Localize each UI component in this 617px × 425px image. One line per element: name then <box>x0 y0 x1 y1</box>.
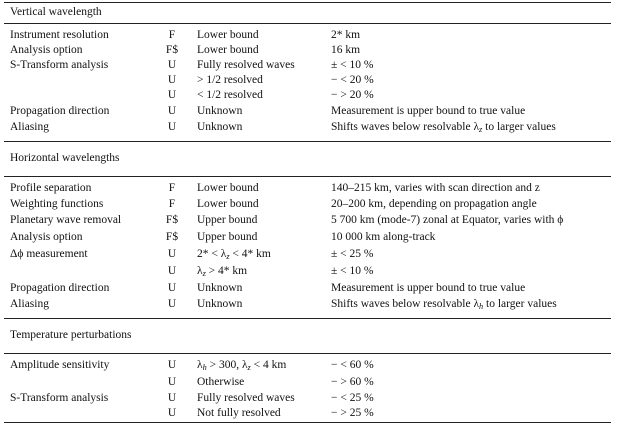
section-rule <box>4 23 611 24</box>
cell-source: Propagation direction <box>10 105 110 117</box>
cell-effect: − > 60 % <box>331 376 374 388</box>
table-row <box>0 393 617 409</box>
cell-type: U <box>167 59 177 71</box>
cell-source: Profile separation <box>10 182 92 194</box>
table-row <box>0 90 617 106</box>
cell-effect: − < 60 % <box>331 359 374 371</box>
cell-effect: ± < 10 % <box>331 59 374 71</box>
cell-bound: Otherwise <box>197 376 245 388</box>
table-row <box>0 377 617 393</box>
cell-effect: 10 000 km along-track <box>331 231 436 243</box>
cell-type: U <box>167 265 177 277</box>
cell-bound: Fully resolved waves <box>197 59 295 71</box>
section-rule <box>4 318 611 319</box>
cell-source: S-Transform analysis <box>10 59 109 71</box>
cell-bound: $2* < \lambda_z < 4*$ km <box>197 248 271 262</box>
cell-bound: Not fully resolved <box>197 407 281 419</box>
cell-type: U <box>167 359 177 371</box>
table-row <box>0 360 617 376</box>
cell-bound: > 1/2 resolved <box>197 74 263 86</box>
cell-effect: 5 700 km (mode-7) zonal at Equator, varies with ϕ <box>331 214 564 226</box>
table-row <box>0 199 617 215</box>
cell-effect: ± < 10 % <box>331 265 374 277</box>
table-row <box>0 183 617 199</box>
cell-effect: ± < 25 % <box>331 248 374 260</box>
cell-bound: Unknown <box>197 121 243 133</box>
cell-source: Analysis option <box>10 231 83 243</box>
cell-bound: Unknown <box>197 105 243 117</box>
cell-type: U <box>167 105 177 117</box>
cell-effect: 140–215 km, varies with scan direction and z <box>331 182 540 194</box>
cell-effect: Measurement is upper bound to true value <box>331 105 526 117</box>
cell-bound: < 1/2 resolved <box>197 89 263 101</box>
cell-source: Analysis option <box>10 44 83 56</box>
cell-source: Aliasing <box>10 121 49 133</box>
cell-source: Δϕ measurement <box>10 248 88 260</box>
table-row <box>0 299 617 315</box>
cell-source: Propagation direction <box>10 282 110 294</box>
cell-source: Amplitude sensitivity <box>10 359 110 371</box>
table-row <box>0 30 617 46</box>
table-row <box>0 75 617 91</box>
section-title-vertical-wavelength: Vertical wavelength <box>10 6 102 18</box>
section-rule <box>4 353 611 354</box>
table-top-rule <box>4 2 611 3</box>
cell-type: F$ <box>165 44 179 56</box>
cell-source: Planetary wave removal <box>10 214 122 226</box>
cell-bound: $\lambda_h > 300$, $\lambda_z < 4$ km <box>197 359 287 373</box>
section-title-temperature-perturbations: Temperature perturbations <box>10 329 132 341</box>
cell-effect: − < 25 % <box>331 392 374 404</box>
table-row <box>0 266 617 282</box>
cell-source: Aliasing <box>10 298 49 310</box>
cell-type: U <box>167 376 177 388</box>
cell-effect: Measurement is upper bound to true value <box>331 282 526 294</box>
section-rule <box>4 176 611 177</box>
table-row <box>0 215 617 231</box>
table-row <box>0 232 617 248</box>
cell-effect: − > 20 % <box>331 89 374 101</box>
table-row <box>0 122 617 138</box>
table-bottom-rule <box>4 422 611 423</box>
table-row <box>0 283 617 299</box>
cell-type: U <box>167 392 177 404</box>
cell-type: F$ <box>165 231 179 243</box>
cell-type: U <box>167 74 177 86</box>
cell-type: F <box>168 182 176 194</box>
cell-effect: − < 20 % <box>331 74 374 86</box>
cell-type: U <box>167 89 177 101</box>
cell-type: U <box>167 248 177 260</box>
cell-type: U <box>167 282 177 294</box>
cell-effect: Shifts waves below resolvable $\lambda_z$ to larger values <box>331 121 556 135</box>
cell-bound: $\lambda_z > 4*$ km <box>197 265 248 279</box>
cell-effect: 16 km <box>331 44 361 56</box>
cell-bound: Fully resolved waves <box>197 392 295 404</box>
cell-bound: Upper bound <box>197 214 258 226</box>
table-row <box>0 60 617 76</box>
cell-type: U <box>167 121 177 133</box>
cell-bound: Lower bound <box>197 29 259 41</box>
cell-bound: Lower bound <box>197 182 259 194</box>
cell-source: Instrument resolution <box>10 29 109 41</box>
cell-source: Weighting functions <box>10 198 104 210</box>
cell-effect: Shifts waves below resolvable $\lambda_h$ to larger values <box>331 298 557 312</box>
cell-source: S-Transform analysis <box>10 392 109 404</box>
cell-bound: Lower bound <box>197 44 259 56</box>
cell-type: F <box>168 29 176 41</box>
section-title-horizontal-wavelengths: Horizontal wavelengths <box>10 152 120 164</box>
cell-effect: 20–200 km, depending on propagation angle <box>331 198 537 210</box>
cell-type: U <box>167 298 177 310</box>
cell-bound: Lower bound <box>197 198 259 210</box>
cell-type: U <box>167 407 177 419</box>
cell-bound: Unknown <box>197 282 243 294</box>
cell-bound: Upper bound <box>197 231 258 243</box>
cell-effect: − > 25 % <box>331 407 374 419</box>
table-row <box>0 106 617 122</box>
table-row <box>0 249 617 265</box>
cell-type: F$ <box>165 214 179 226</box>
cell-bound: Unknown <box>197 298 243 310</box>
cell-type: F <box>168 198 176 210</box>
cell-effect: 2* km <box>331 29 361 41</box>
section-rule <box>4 141 611 142</box>
